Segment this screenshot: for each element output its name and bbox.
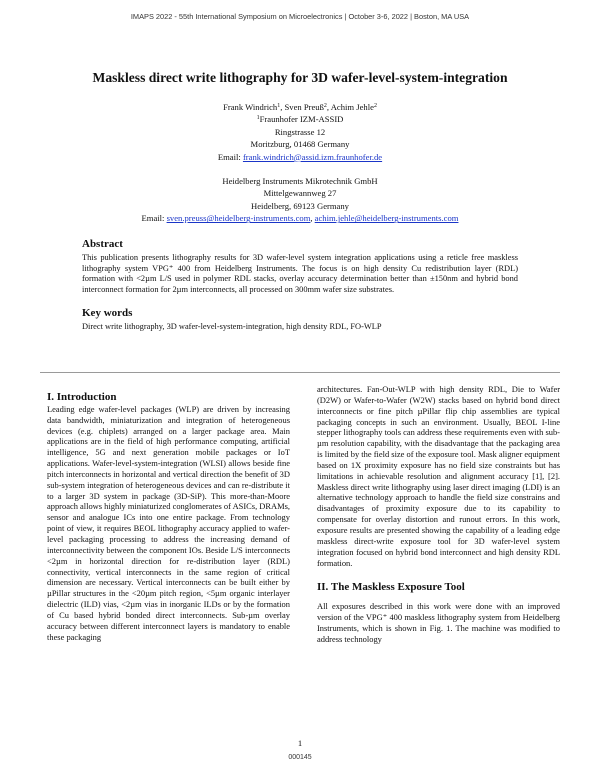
affiliation-2-name: Heidelberg Instruments Mikrotechnik GmbH (222, 176, 378, 187)
section-divider (40, 372, 560, 373)
keywords-text: Direct write lithography, 3D wafer-level-system-integration, high density RDL, FO-WLP (82, 322, 382, 332)
affiliation-2-email-line (40, 212, 560, 224)
keywords-heading: Key words (82, 307, 133, 320)
author-2-affiliation: 2 (323, 103, 327, 109)
affiliation-2-city: Heidelberg, 69123 Germany (251, 200, 349, 211)
email-label: Email: (141, 213, 167, 224)
author-3-affiliation: 2 (373, 103, 377, 109)
email-separator: , (310, 213, 315, 224)
abstract-heading: Abstract (82, 238, 123, 250)
author-block (40, 101, 560, 225)
abstract-text: This publication presents lithography results for 3D wafer-level system integration applications using a reticle free maskless lithography system VPG⁺ 400 from Heidelberg Instruments. The focus is on high density Cu redistribution layer (RDL) formation with <2µm L/S used in polymer RDL stacks, overlay accuracy determination better than ±150nm and hybrid bond interconnect formation for 2µm interconnects, all processed on 300mm wafer size substrates. (82, 253, 518, 294)
running-header: IMAPS 2022 - 55th International Symposium on Microelectronics | October 3-6, 2022 | Boston, MA USA (130, 12, 470, 21)
introduction-text: Leading edge wafer-level packages (WLP) are driven by increasing data bandwidth, miniaturization and integration of heterogeneous devices (e.g. chiplets) arranged on a larger package area. Main applications are in the field of high performance computing, artificial intelligence, 5G and next generation mobile packages or IoT applications. Wafer-level-system-integration (WLSI) allows beside fine pitch interconnects in horizontal and vertical direction the benefit of 3D sub-system integration of heterogeneous devices and can re-distribute it to a larger 3D system in package (3D-SiP). This more-than-Moore approach allows highly miniaturized conglomerates of ASICs, DRAMs, sensor and analogue ICs into one entire package. From technology point of view, it requires BEOL lithography accuracy applied to wafer-level packaging processing to address the increasing demand of interconnectivity between the component IOs. Beside L/S interconnects <2µm in horizontal direction for re-distribution layer (RDL) connectivity, vertical interconnects in the same region of critical dimension are necessary. Vertical interconnects can be built either by µPillar structures in the <20µm pitch region, <5µm organic interlayer dielectric (ILD) vias, <2µm vias in inorganic ILDs or by the formation of Cu based hybrid bonded direct interconnects. Sub-µm overlay accuracy between different interconnect layers is mandatory to enable these packaging (47, 403, 291, 642)
author-line (40, 101, 560, 113)
paper-title: Maskless direct write lithography for 3D wafer-level-system-integration (92, 70, 508, 85)
page-number: 1 (297, 738, 303, 748)
email-link-preuss[interactable]: sven.preuss@heidelberg-instruments.com (166, 213, 311, 224)
affiliation-1-marker: 1 (256, 115, 260, 122)
left-column (47, 392, 290, 642)
affiliation-gap (40, 163, 560, 175)
document-number: 000145 (288, 754, 312, 761)
email-link-jehle[interactable]: achim.jehle@heidelberg-instruments.com (314, 213, 459, 224)
introduction-text-continued: architectures. Fan-Out-WLP with high density RDL, Die to Wafer (D2W) or Wafer-to-Wafer (W2W) stacks based on hybrid bond direct interconnects or fine pitch µPillar flip chip assemblies are typical packaging concepts in such an environment. Usually, BEOL I-line stepper lithography tools can address these requirements even with sub-µm resolution capability, with the disadvantage that the packaging area is limited by the field size of the exposure tool. Mask aligner equipment based on 1X proximity exposure has no field size constraints but has limitations in achievable resolution and alignment accuracy [1], [2]. Maskless direct write lithography using laser direct imaging (LDI) is an alternative technology approach to handle the field size constrains and disadvantages of proximity exposure due to its capability to compensate for overlay distortion and runout errors. In this work, exposure results are presented showing the capability of a leading edge maskless direct-write exposure tool for 3D wafer-level system integration focused on hybrid bond interconnect and high density RDL formation. (317, 384, 560, 568)
exposure-tool-heading: II. The Maskless Exposure Tool (317, 581, 465, 594)
author-1-affiliation: 1 (277, 103, 281, 109)
author-3: , Achim Jehle (326, 102, 374, 112)
affiliation-1-email-line (40, 151, 560, 163)
affiliation-1-street: Ringstrasse 12 (274, 126, 326, 137)
exposure-tool-text: All exposures described in this work were done with an improved version of the VPG⁺ 400 maskless lithography system from Heidelberg Instruments, which is shown in Fig. 1. The machine was modified to address technology (317, 601, 560, 644)
email-label: Email: (217, 151, 243, 162)
abstract-section (82, 238, 518, 333)
affiliation-2-street: Mittelgewannweg 27 (263, 188, 337, 199)
affiliation-1-org: Fraunhofer IZM-ASSID (259, 114, 344, 125)
affiliation-1-name (40, 113, 560, 125)
affiliation-1-city: Moritzburg, 01468 Germany (250, 139, 350, 150)
author-1: Frank Windrich (223, 102, 278, 112)
introduction-heading: I. Introduction (47, 391, 117, 403)
author-2: , Sven Preuß (280, 102, 324, 112)
email-link-windrich[interactable]: frank.windrich@assid.izm.fraunhofer.de (242, 151, 383, 162)
right-column (317, 384, 560, 645)
